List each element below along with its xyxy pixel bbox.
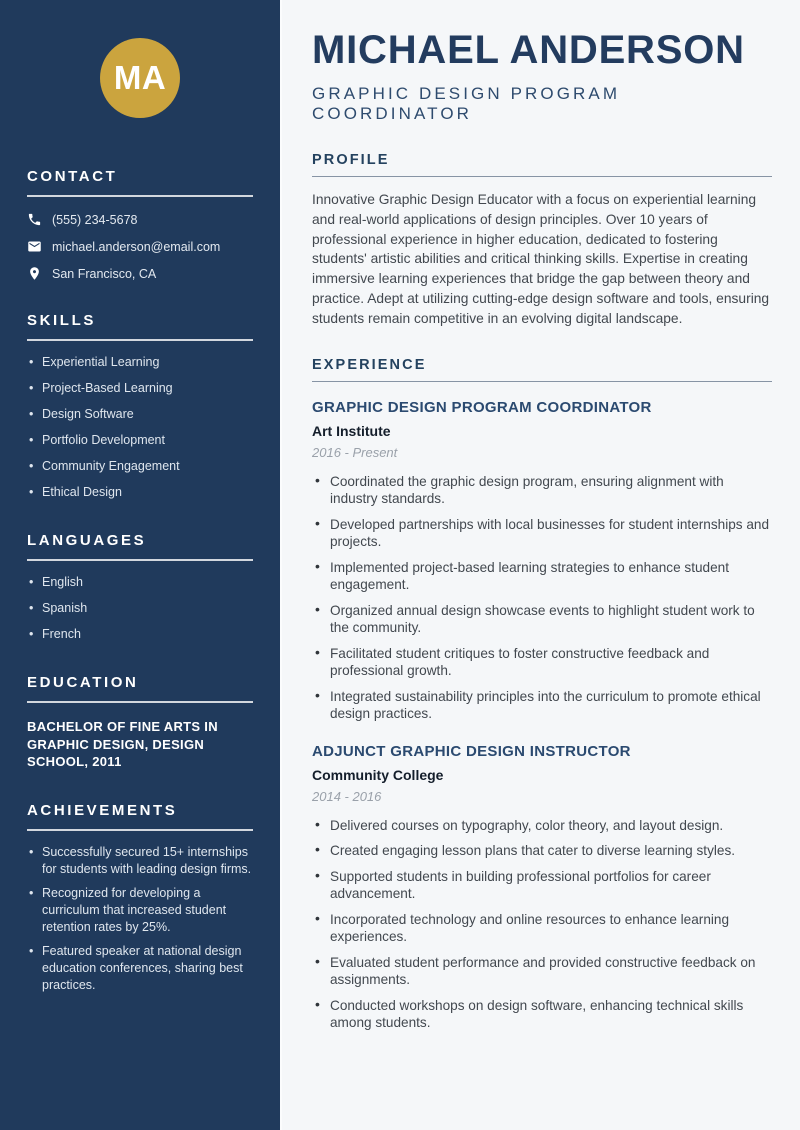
skill-item: • Portfolio Development: [27, 432, 253, 449]
location-text: San Francisco, CA: [52, 266, 157, 281]
profile-section: [312, 152, 772, 329]
achievements-section: [27, 802, 253, 994]
education-degree: BACHELOR OF FINE ARTS IN GRAPHIC DESIGN, DESIGN SCHOOL, 2011: [27, 719, 218, 769]
resume-main: [280, 0, 800, 1130]
job-dates: 2016 - Present: [312, 444, 398, 460]
languages-list: [27, 574, 253, 643]
languages-heading: LANGUAGES: [27, 532, 253, 561]
profile-heading: PROFILE: [312, 152, 772, 177]
achievement-item: • Successfully secured 15+ internships for students with leading design firms.: [27, 844, 253, 878]
contact-row-email: [27, 239, 253, 254]
job-bullet: • Organized annual design showcase events to highlight student work to the community.: [312, 602, 772, 637]
job-company: Community College: [312, 766, 444, 783]
job-bullet: • Created engaging lesson plans that cater to diverse learning styles.: [312, 842, 772, 860]
job-company: Art Institute: [312, 422, 391, 439]
resume-header: [312, 30, 772, 124]
skill-item: • Experiential Learning: [27, 354, 253, 371]
achievements-list: [27, 844, 253, 994]
job-entry: [312, 743, 772, 1032]
experience-section: [312, 357, 772, 1032]
job-bullet: • Evaluated student performance and provided constructive feedback on assignments.: [312, 954, 772, 989]
email-address: michael.anderson@email.com: [52, 239, 221, 254]
contact-list: [27, 212, 253, 281]
job-bullet: • Conducted workshops on design software, enhancing technical skills among students.: [312, 997, 772, 1032]
job-bullet-list: [312, 473, 772, 723]
experience-heading: EXPERIENCE: [312, 357, 772, 382]
job-bullet: • Facilitated student critiques to foster constructive feedback and professional growth.: [312, 645, 772, 680]
avatar-initials: MA: [113, 59, 167, 96]
job-bullet: • Integrated sustainability principles into the curriculum to promote ethical design practices.: [312, 688, 772, 723]
skills-list: [27, 354, 253, 501]
profile-summary: Innovative Graphic Design Educator with a focus on experiential learning and real-world applications of design principles. Over 10 years of professional experience in higher education, dedicated to fostering students' artistic abilities and critical thinking skills. Expertise in creating immersive learning experiences that bridge the gap between theory and practice. Adept at utilizing cutting-edge design software and tools, ensuring students remain competitive in an evolving digital landscape.: [312, 192, 770, 326]
skill-item: • Community Engagement: [27, 458, 253, 475]
candidate-name: MICHAEL ANDERSON: [312, 28, 745, 72]
contact-row-location: [27, 266, 253, 281]
job-dates: 2014 - 2016: [312, 788, 382, 804]
job-bullet: • Incorporated technology and online resources to enhance learning experiences.: [312, 911, 772, 946]
avatar: [100, 38, 180, 118]
email-icon: [27, 239, 42, 254]
job-bullet: • Developed partnerships with local businesses for student internships and projects.: [312, 516, 772, 551]
phone-icon: [27, 212, 42, 227]
contact-section: [27, 168, 253, 281]
achievement-item: • Featured speaker at national design education conferences, sharing best practices.: [27, 943, 253, 994]
job-bullet-list: [312, 817, 772, 1032]
job-bullet: • Delivered courses on typography, color theory, and layout design.: [312, 817, 772, 835]
skill-item: • Project-Based Learning: [27, 380, 253, 397]
education-heading: EDUCATION: [27, 674, 253, 703]
contact-row-phone: [27, 212, 253, 227]
achievement-item: • Recognized for developing a curriculum that increased student retention rates by 25%.: [27, 885, 253, 936]
candidate-job-title: GRAPHIC DESIGN PROGRAM COORDINATOR: [312, 84, 621, 123]
job-title: ADJUNCT GRAPHIC DESIGN INSTRUCTOR: [312, 742, 631, 760]
skill-item: • Ethical Design: [27, 484, 253, 501]
job-entry: [312, 399, 772, 723]
job-bullet: • Supported students in building professional portfolios for career advancement.: [312, 868, 772, 903]
languages-section: [27, 532, 253, 643]
job-title: GRAPHIC DESIGN PROGRAM COORDINATOR: [312, 398, 652, 416]
phone-number: (555) 234-5678: [52, 212, 138, 227]
achievements-heading: ACHIEVEMENTS: [27, 802, 253, 831]
location-pin-icon: [27, 266, 42, 281]
language-item: • English: [27, 574, 253, 591]
skill-item: • Design Software: [27, 406, 253, 423]
language-item: • French: [27, 626, 253, 643]
sidebar: [0, 0, 280, 1130]
education-section: [27, 674, 253, 771]
language-item: • Spanish: [27, 600, 253, 617]
contact-heading: CONTACT: [27, 168, 253, 197]
job-bullet: • Implemented project-based learning strategies to enhance student engagement.: [312, 559, 772, 594]
job-bullet: • Coordinated the graphic design program, ensuring alignment with industry standards.: [312, 473, 772, 508]
skills-heading: SKILLS: [27, 312, 253, 341]
skills-section: [27, 312, 253, 501]
